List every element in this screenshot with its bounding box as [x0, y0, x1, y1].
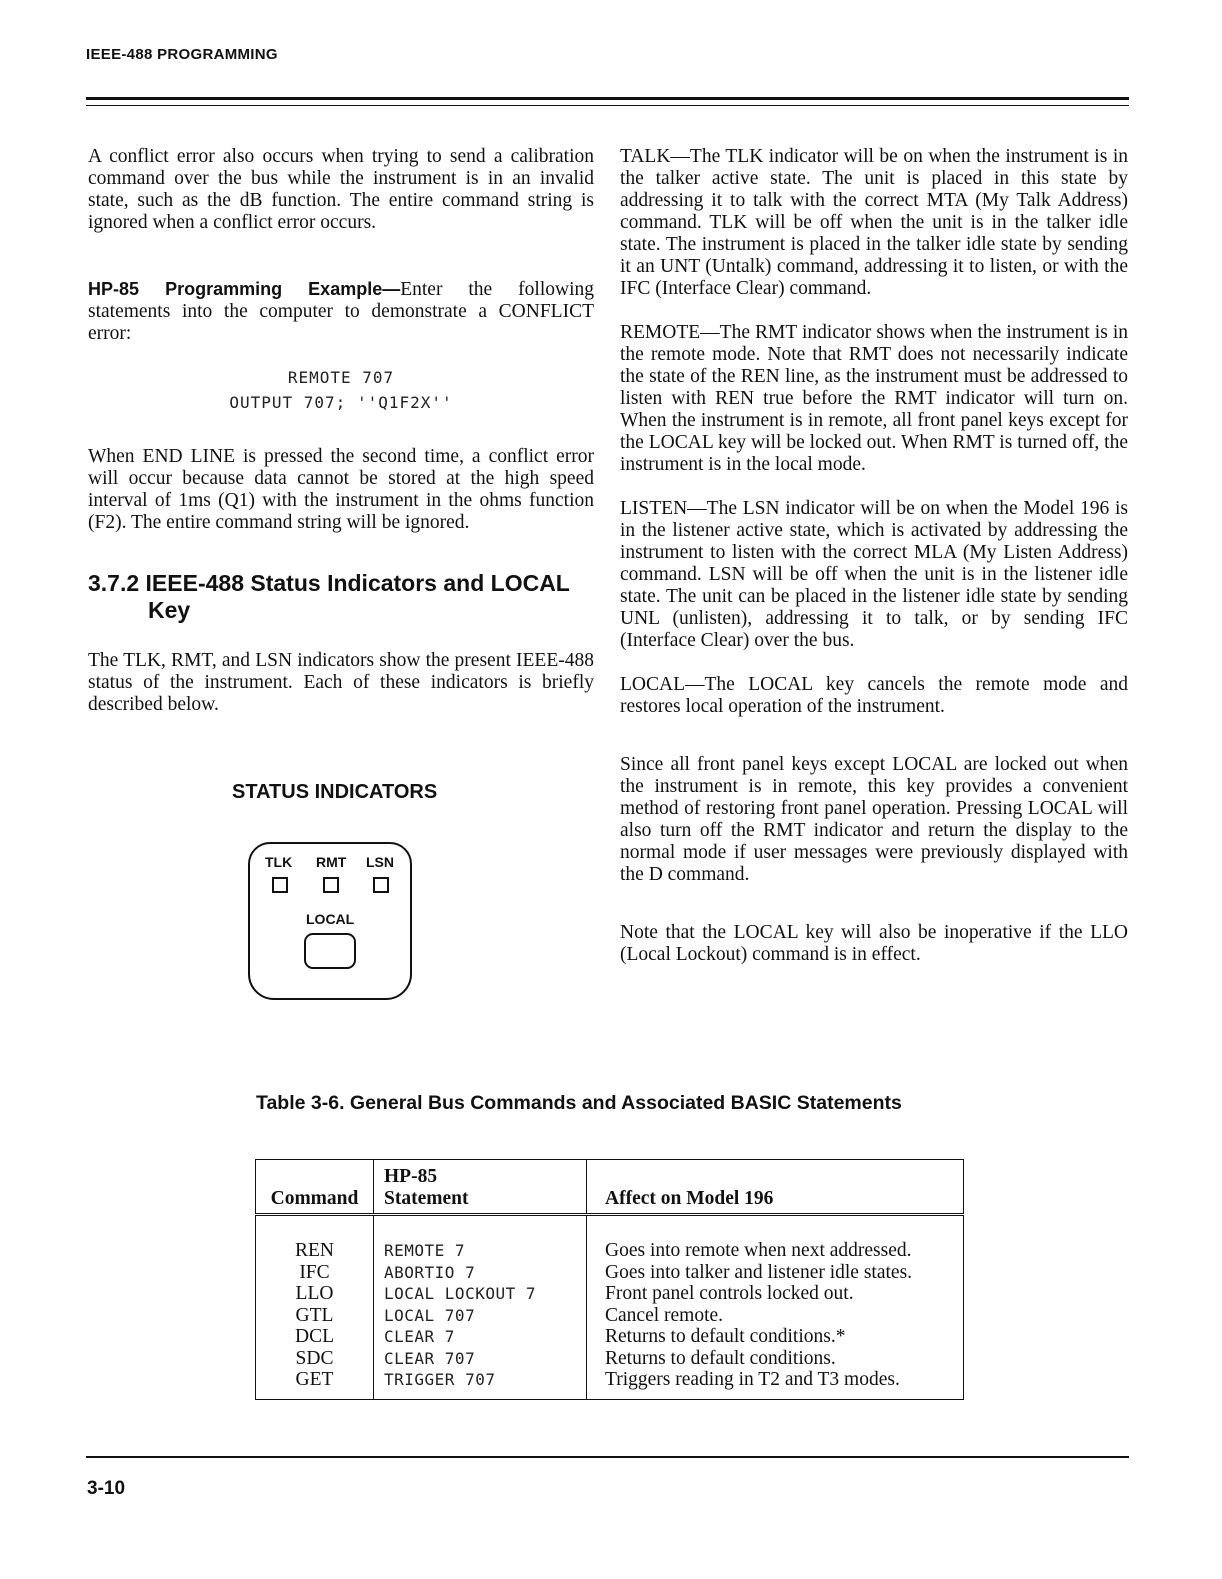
running-header: IEEE-488 PROGRAMMING [86, 46, 278, 63]
example-label: HP-85 Programming Example— [88, 279, 401, 299]
cell-command: DCL [256, 1326, 374, 1348]
example-text: Enter the following statements into the computer to demonstrate a CONFLICT error: [88, 279, 594, 344]
local-key-label: LOCAL [306, 911, 355, 927]
section-heading-line1 [88, 570, 594, 597]
tlk-label: TLK [265, 854, 293, 870]
note-paragraph: Note that the LOCAL key will also be inoperative if the LLO (Local Lockout) command is in effect. [620, 922, 1128, 965]
rmt-label: RMT [316, 854, 347, 870]
cell-statement: LOCAL LOCKOUT 7 [374, 1283, 587, 1305]
cell-affect: Goes into remote when next addressed. [587, 1215, 964, 1262]
code-line-1: REMOTE 707 [287, 368, 395, 387]
cell-command: IFC [256, 1262, 374, 1284]
table-row [256, 1305, 964, 1327]
cell-command: LLO [256, 1283, 374, 1305]
section-title-line1: IEEE-488 Status Indicators and LOCAL [145, 570, 570, 596]
header-statement [374, 1160, 587, 1215]
cell-command: GET [256, 1369, 374, 1399]
cell-affect: Cancel remote. [587, 1305, 964, 1327]
cell-affect: Returns to default conditions.* [587, 1326, 964, 1348]
header-statement-line2: Statement [384, 1188, 469, 1209]
end-line-paragraph: When END LINE is pressed the second time, a conflict error will occur because data cannot be stored at the high speed interval of 1ms (Q1) with the instrument in the ohms function (F2). The entire command string will be ignored. [88, 446, 594, 533]
header-statement-line1: HP-85 [384, 1166, 438, 1187]
example-paragraph [88, 278, 594, 345]
cell-command: GTL [256, 1305, 374, 1327]
bus-commands-table [255, 1159, 964, 1400]
cell-affect: Goes into talker and listener idle states. [587, 1262, 964, 1284]
section-title-line2: Key [148, 597, 191, 623]
code-line-2: OUTPUT 707; ''Q1F2X'' [229, 393, 453, 412]
cell-statement: LOCAL 707 [374, 1305, 587, 1327]
lsn-indicator-icon [373, 877, 389, 893]
table-caption: Table 3-6. General Bus Commands and Associated BASIC Statements [256, 1092, 902, 1114]
since-paragraph: Since all front panel keys except LOCAL are locked out when the instrument is in remote, this key provides a convenient method of restoring front panel operation. Pressing LOCAL will also turn off the RMT indicator and return the display to the normal mode if user messages were previously displayed with the D command. [620, 754, 1128, 885]
cell-affect: Front panel controls locked out. [587, 1283, 964, 1305]
table-row [256, 1369, 964, 1399]
cell-statement: CLEAR 7 [374, 1326, 587, 1348]
cell-statement: REMOTE 7 [374, 1215, 587, 1262]
table-row [256, 1215, 964, 1262]
cell-command: SDC [256, 1348, 374, 1370]
indicators-intro-paragraph: The TLK, RMT, and LSN indicators show the present IEEE-488 status of the instrument. Each of these indicators is briefly described below. [88, 650, 594, 715]
cell-statement: ABORTIO 7 [374, 1262, 587, 1284]
header-command: Command [256, 1160, 374, 1215]
table-row [256, 1262, 964, 1284]
table-row [256, 1326, 964, 1348]
status-panel [248, 842, 412, 1000]
cell-statement: TRIGGER 707 [374, 1369, 587, 1399]
section-number: 3.7.2 [88, 570, 140, 596]
header-rule-thin [86, 105, 1129, 106]
header-affect: Affect on Model 196 [587, 1160, 964, 1215]
status-indicators-title: STATUS INDICATORS [232, 781, 438, 803]
code-block [88, 365, 594, 415]
table-row [256, 1348, 964, 1370]
footer-rule [86, 1456, 1129, 1458]
local-paragraph: LOCAL—The LOCAL key cancels the remote mode and restores local operation of the instrument. [620, 674, 1128, 717]
header-rule-thick [86, 97, 1129, 100]
table-header-row [256, 1160, 964, 1215]
rmt-indicator-icon [323, 877, 339, 893]
table-row [256, 1283, 964, 1305]
left-column [88, 146, 594, 716]
talk-paragraph: TALK—The TLK indicator will be on when the instrument is in the talker active state. The unit is placed in this state by addressing it to talk with the correct MTA (My Talk Address) command. TLK will be off when the unit is in the talker idle state. The instrument is placed in the talker idle state by sending it an UNT (Untalk) command, addressing it to listen, or with the IFC (Interface Clear) command. [620, 146, 1128, 299]
cell-statement: CLEAR 707 [374, 1348, 587, 1370]
remote-paragraph: REMOTE—The RMT indicator shows when the instrument is in the remote mode. Note that RMT does not necessarily indicate the state of the REN line, as the instrument must be addressed to listen with REN true before the RMT indicator will turn on. When the instrument is in remote, all front panel keys except for the LOCAL key will be locked out. When RMT is turned off, the instrument is in the local mode. [620, 322, 1128, 475]
cell-affect: Triggers reading in T2 and T3 modes. [587, 1369, 964, 1399]
listen-paragraph: LISTEN—The LSN indicator will be on when the Model 196 is in the listener active state, which is activated by addressing the instrument to listen with the correct MLA (My Listen Address) command. LSN will be off when the unit is in the listener idle state. The unit can be placed in the listener idle state by sending UNL (unlisten), addressing it to talk, or by sending IFC (Interface Clear) over the bus. [620, 498, 1128, 651]
tlk-indicator-icon [272, 877, 288, 893]
page-number: 3-10 [87, 1478, 126, 1499]
local-key-icon [304, 933, 356, 969]
section-heading [88, 570, 594, 624]
lsn-label: LSN [366, 854, 394, 870]
conflict-paragraph: A conflict error also occurs when trying to send a calibration command over the bus while the instrument is in an invalid state, such as the dB function. The entire command string is ignored when a conflict error occurs. [88, 146, 594, 233]
right-column [620, 146, 1128, 966]
cell-affect: Returns to default conditions. [587, 1348, 964, 1370]
cell-command: REN [256, 1215, 374, 1262]
